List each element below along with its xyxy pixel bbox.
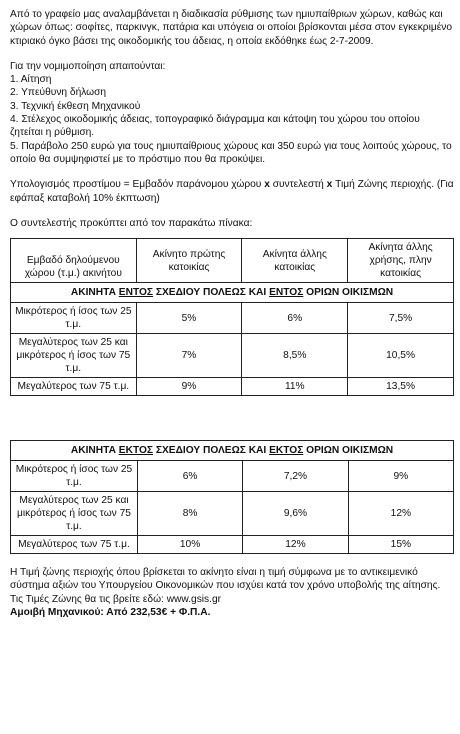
- coefficient-cell: 9%: [136, 378, 242, 396]
- requirement-item: 1. Αίτηση: [10, 74, 52, 86]
- column-header-first-residence: Ακίνητο πρώτης κατοικίας: [136, 239, 242, 283]
- area-label: Μεγαλύτερος των 25 και μικρότερος ή ίσος των 75 τ.μ.: [11, 334, 137, 378]
- fine-calculation: Υπολογισμός προστίμου = Εμβαδόν παράνομου χώρου x συντελεστή x Τιμή Ζώνης περιοχής. (Για εφάπαξ καταβολή 10% έκπτωση): [10, 179, 454, 204]
- engineer-fee: Αμοιβή Μηχανικού: Από 232,53€ + Φ.Π.Α.: [10, 607, 211, 619]
- coefficient-cell: 13,5%: [348, 378, 454, 396]
- coefficient-cell: 10,5%: [348, 334, 454, 378]
- intro-paragraph: Από το γραφείο μας αναλαμβάνεται η διαδικασία ρύθμισης των ημιυπαίθριων χώρων, καθώς και χώρων όπως: σοφίτες, παρκινγκ, πατάρια και υπόγεια οι οποίοι βρίσκονται μέσα στον εγκεκριμένο κτιριακό όγκο βάσει της οικοδομικής του άδειας, η οποία εκδόθηκε έως 2-7-2009.: [10, 9, 453, 47]
- zone-price-note: Η Τιμή ζώνης περιοχής όπου βρίσκεται το ακίνητο είναι η τιμή σύμφωνα με το αντικειμενικό σύστημα αξιών του Υπουργείου Οικονομικών που ισχύει κατά τον χρόνο υποβολής της αίτησης. Τις Τιμές Ζώνης θα τις βρείτε εδώ: www.gsis.gr: [10, 567, 441, 605]
- table-row: [11, 303, 454, 334]
- table-row: [11, 461, 454, 492]
- coefficients-table-inside-plan: [10, 238, 454, 396]
- coefficient-cell: 7,2%: [243, 461, 349, 492]
- requirement-item: 3. Τεχνική έκθεση Μηχανικού: [10, 100, 141, 112]
- coefficient-cell: 15%: [348, 536, 453, 554]
- coefficient-cell: 11%: [242, 378, 348, 396]
- coefficient-cell: 10%: [137, 536, 242, 554]
- area-label: Μεγαλύτερος των 75 τ.μ.: [11, 536, 138, 554]
- coefficients-table-outside-plan: [10, 440, 454, 554]
- coefficient-cell: 8%: [137, 492, 242, 536]
- section-title-outside-plan: ΑΚΙΝΗΤΑ ΕΚΤΟΣ ΣΧΕΔΙΟΥ ΠΟΛΕΩΣ ΚΑΙ ΕΚΤΟΣ ΟΡΙΩΝ ΟΙΚΙΣΜΩΝ: [11, 441, 454, 461]
- coefficient-cell: 6%: [242, 303, 348, 334]
- area-label: Μικρότερος ή ίσος των 25 τ.μ.: [11, 461, 138, 492]
- column-header-other-use: Ακίνητα άλλης χρήσης, πλην κατοικίας: [348, 239, 454, 283]
- section-title-inside-plan: ΑΚΙΝΗΤΑ ΕΝΤΟΣ ΣΧΕΔΙΟΥ ΠΟΛΕΩΣ ΚΑΙ ΕΝΤΟΣ ΟΡΙΩΝ ΟΙΚΙΣΜΩΝ: [11, 283, 454, 303]
- table-row: [11, 536, 454, 554]
- table-row: [11, 378, 454, 396]
- coefficient-cell: 5%: [136, 303, 242, 334]
- coefficient-note: Ο συντελεστής προκύπτει από τον παρακάτω πίνακα:: [10, 217, 253, 229]
- column-header-area: Εμβαδό δηλούμενου χώρου (τ.μ.) ακινήτου: [11, 239, 137, 283]
- coefficient-cell: 7,5%: [348, 303, 454, 334]
- coefficient-cell: 7%: [136, 334, 242, 378]
- table-row: [11, 334, 454, 378]
- area-label: Μικρότερος ή ίσος των 25 τ.μ.: [11, 303, 137, 334]
- requirements-section: [10, 60, 454, 166]
- requirements-heading: Για την νομιμοποίηση απαιτούνται:: [10, 60, 166, 72]
- coefficient-cell: 12%: [348, 492, 453, 536]
- coefficient-cell: 6%: [137, 461, 242, 492]
- coefficient-cell: 9,6%: [243, 492, 349, 536]
- document: [10, 8, 454, 619]
- requirement-item: 5. Παράβολο 250 ευρώ για τους ημιυπαίθριους χώρους και 350 ευρώ για τους λοιπούς χώρους, το οποίο θα συμψηφιστεί με το πρόστιμο που θα προκύψει.: [10, 140, 452, 165]
- column-header-other-residence: Ακίνητα άλλης κατοικίας: [242, 239, 348, 283]
- area-label: Μεγαλύτερος των 75 τ.μ.: [11, 378, 137, 396]
- table-header-row: [11, 239, 454, 283]
- coefficient-cell: 8,5%: [242, 334, 348, 378]
- coefficient-cell: 12%: [243, 536, 349, 554]
- table-row: [11, 492, 454, 536]
- coefficient-cell: 9%: [348, 461, 453, 492]
- requirement-item: 2. Υπεύθυνη δήλωση: [10, 87, 107, 99]
- area-label: Μεγαλύτερος των 25 και μικρότερος ή ίσος των 75 τ.μ.: [11, 492, 138, 536]
- requirement-item: 4. Στέλεχος οικοδομικής άδειας, τοπογραφικό διάγραμμα και κάτοψη του χώρου του οποίου ζητείται η ρύθμιση.: [10, 114, 420, 139]
